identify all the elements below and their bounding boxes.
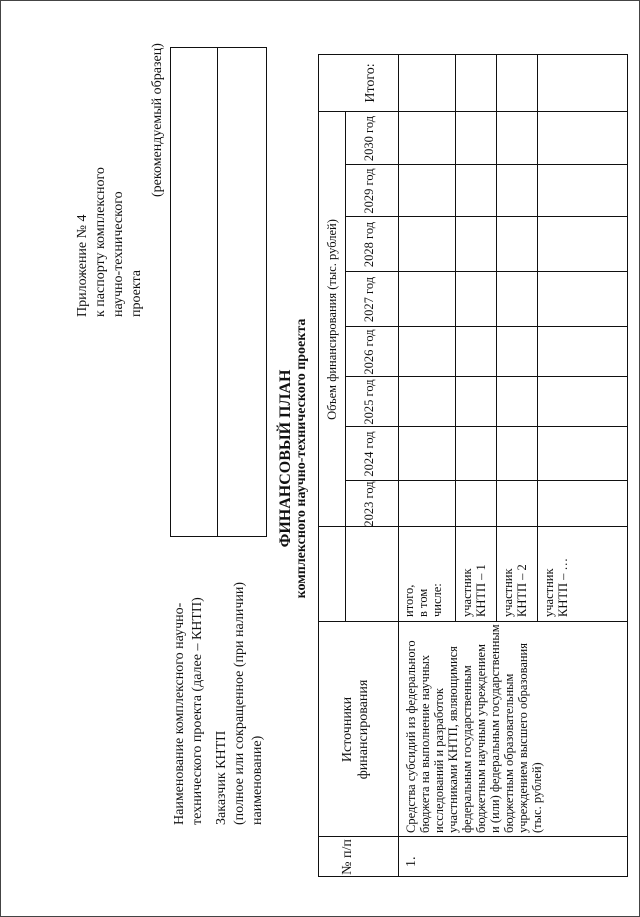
year-header-2027: 2027 год — [362, 276, 376, 323]
subrow-total-line-3: числе: — [430, 583, 444, 617]
col-source-header-2: финансирования — [356, 679, 371, 780]
appendix-line-2: к паспорту комплексного — [93, 167, 108, 317]
source-line: исследований и разработок — [432, 688, 446, 833]
year-header-2025: 2025 год — [362, 379, 376, 425]
page-title: ФИНАНСОВЫЙ ПЛАН — [277, 369, 294, 548]
year-header-2030: 2030 год — [362, 115, 376, 162]
total-header: Итого: — [363, 63, 378, 103]
source-line: бюджетным научным учреждением — [474, 643, 488, 833]
appendix-line-1: Приложение № 4 — [75, 214, 90, 317]
customer-field[interactable] — [217, 47, 267, 537]
customer-label-2: (полное или сокращенное (при наличии) — [232, 581, 247, 825]
source-line: Средства субсидий из федерального — [404, 640, 418, 833]
project-name-label-1: Наименование комплексного научно- — [172, 602, 187, 825]
col-number-header: № п/п — [340, 839, 355, 875]
source-line: и (или) федеральным государственным — [488, 624, 502, 833]
source-line: бюджета на выполнение научных — [418, 654, 432, 833]
row-number: 1. — [404, 856, 419, 867]
customer-label-3: наименование) — [250, 735, 265, 825]
project-name-field[interactable] — [170, 47, 218, 537]
subrow-participant-n-line-1: участник — [542, 568, 556, 617]
year-header-2023: 2023 год — [362, 481, 376, 527]
volume-header: Объем финансирования (тыс. рублей) — [325, 219, 339, 420]
source-line: федеральным государственным — [460, 665, 474, 833]
year-header-2024: 2024 год — [362, 431, 376, 477]
subrow-participant-2-line-1: участник — [501, 568, 515, 617]
year-header-2028: 2028 год — [362, 221, 376, 268]
subrow-participant-2-line-2: КНТП – 2 — [515, 564, 529, 617]
subrow-participant-1-line-1: участник — [460, 568, 474, 617]
source-line: участниками КНТП, являющимися — [446, 646, 460, 833]
appendix-line-3: научно-технического — [111, 191, 126, 317]
sample-note: (рекомендуемый образец) — [150, 43, 165, 197]
col-source-header-1: Источники — [340, 696, 355, 763]
subrow-participant-1-line-2: КНТП – 1 — [474, 564, 488, 617]
page-subtitle: комплексного научно-технического проекта — [294, 318, 309, 599]
source-line: (тыс. рублей) — [530, 762, 544, 833]
customer-label-1: Заказчик КНТП — [214, 730, 229, 825]
year-header-2029: 2029 год — [362, 168, 376, 214]
subrow-total-line-1: итого, — [402, 584, 416, 617]
source-line: учреждением высшего образования — [516, 643, 530, 833]
source-line: бюджетным образовательным — [502, 673, 516, 833]
appendix-line-4: проекта — [129, 270, 144, 317]
subrow-total-line-2: в том — [416, 588, 430, 617]
year-header-2026: 2026 год — [362, 329, 376, 375]
project-name-label-2: технического проекта (далее – КНТП) — [190, 597, 205, 825]
subrow-participant-n-line-2: КНТП – … — [556, 557, 570, 617]
